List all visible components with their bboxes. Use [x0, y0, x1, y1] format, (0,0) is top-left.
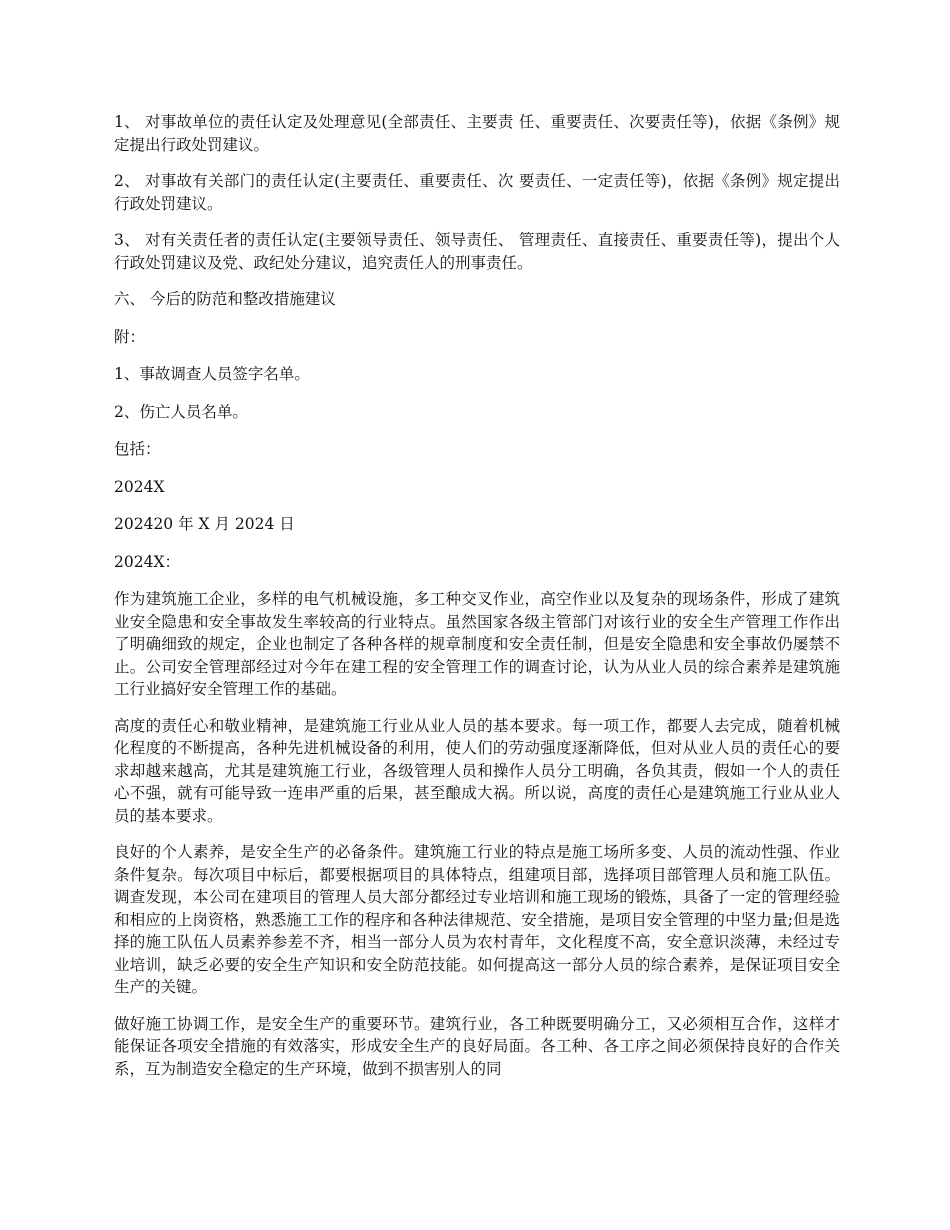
date-line: 202420 年 X 月 2024 日	[114, 515, 295, 533]
paragraph-personal-quality: 良好的个人素养，是安全生产的必备条件。建筑施工行业的特点是施工场所多变、人员的流动性强、作业条件复杂。每次项目中标后，都要根据项目的具体特点，组建项目部，选择项目部管理人员和施工队伍。调查发现，本公司在建项目的管理人员大部分都经过专业培训和施工现场的锻炼，具备了一定的管理经验和相应的上岗资格，熟悉施工工作的程序和各种法律规范、安全措施，是项目安全管理的中坚力量;但是选择的施工队伍人员素养参差不齐，相当一部分人员为农村青年，文化程度不高，安全意识淡薄，未经过专业培训，缺乏必要的安全生产知识和安全防范技能。如何提高这一部分人员的综合素养，是保证项目安全生产的关键。	[114, 843, 840, 996]
paragraph-industry-characteristics: 作为建筑施工企业，多样的电气机械设施，多工种交叉作业，高空作业以及复杂的现场条件，形成了建筑业安全隐患和安全事故发生率较高的行业特点。虽然国家各级主管部门对该行业的安全生产管理工作作出了明确细致的规定，企业也制定了各种各样的规章制度和安全责任制，但是安全隐患和安全事故仍屡禁不止。公司安全管理部经过对今年在建工程的安全管理工作的调查讨论，认为从业人员的综合素养是建筑施工行业搞好安全管理工作的基础。	[114, 590, 840, 698]
appendix-item-casualty-list: 2、伤亡人员名单。	[114, 402, 248, 421]
paragraph-department-responsibility: 2、 对事故有关部门的责任认定(主要责任、重要责任、次 要责任、一定责任等)，依据《条例》规定提出行政处罚建议。	[114, 172, 840, 213]
paragraph-construction-coordination: 做好施工协调工作，是安全生产的重要环节。建筑行业，各工种既要明确分工，又必须相互合作，这样才能保证各项安全措施的有效落实，形成安全生产的良好局面。各工种、各工序之间必须保持良好的合作关系，互为制造安全稳定的生产环境，做到不损害别人的同	[114, 1014, 840, 1078]
year-line: 2024X	[114, 477, 165, 496]
section-heading-prevention: 六、 今后的防范和整改措施建议	[114, 290, 336, 308]
addressee-line: 2024X：	[114, 552, 180, 571]
appendix-label: 附：	[114, 327, 146, 346]
includes-label: 包括：	[114, 440, 161, 458]
paragraph-responsibility-dedication: 高度的责任心和敬业精神，是建筑施工行业从业人员的基本要求。每一项工作，都要人去完成，随着机械化程度的不断提高，各种先进机械设备的利用，使人们的劳动强度逐渐降低，但对从业人员的责任心的要求却越来越高，尤其是建筑施工行业，各级管理人员和操作人员分工明确，各负其责，假如一个人的责任心不强，就有可能导致一连串严重的后果，甚至酿成大祸。所以说，高度的责任心是建筑施工行业从业人员的基本要求。	[114, 716, 840, 825]
appendix-item-signature-list: 1、事故调查人员签字名单。	[114, 365, 310, 383]
document-body	[114, 111, 840, 1094]
paragraph-unit-responsibility: 1、 对事故单位的责任认定及处理意见(全部责任、主要责 任、重要责任、次要责任等)，依据《条例》规定提出行政处罚建议。	[114, 113, 840, 154]
paragraph-person-responsibility: 3、 对有关责任者的责任认定(主要领导责任、领导责任、 管理责任、直接责任、重要责任等)，提出个人行政处罚建议及党、政纪处分建议，追究责任人的刑事责任。	[114, 231, 840, 272]
